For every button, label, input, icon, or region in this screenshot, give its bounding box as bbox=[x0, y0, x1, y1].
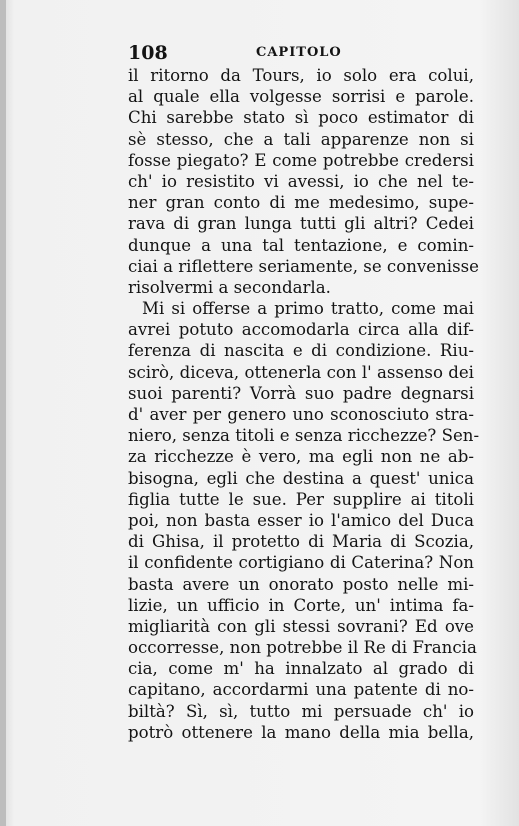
text-line: il ritorno da Tours, io solo era colui, bbox=[128, 66, 474, 85]
text-line: figlia tutte le sue. Per supplire ai titoli bbox=[128, 489, 474, 509]
text-line: al quale ella volgesse sorrisi e parole. bbox=[128, 87, 474, 107]
text-line: risolvermi a secondarla. bbox=[128, 277, 331, 297]
running-head: CAPITOLO bbox=[256, 45, 342, 60]
text-block bbox=[128, 41, 480, 743]
text-line: poi, non basta esser io l'amico del Duca bbox=[128, 510, 474, 530]
text-line: migliarità con gli stessi sovrani? Ed ove bbox=[128, 616, 474, 636]
text-line: scirò, diceva, ottenerla con l' assenso dei bbox=[128, 362, 474, 382]
page-header bbox=[128, 41, 474, 65]
text-line: ciai a riflettere seriamente, se convenisse bbox=[128, 256, 479, 276]
paragraph-start-line: Mi si offerse a primo tratto, come mai bbox=[142, 299, 474, 319]
text-line: lizie, un ufficio in Corte, un' intima fa- bbox=[128, 595, 474, 615]
text-line: sè stesso, che a tali apparenze non si bbox=[128, 129, 474, 149]
text-line: ner gran conto di me medesimo, supe- bbox=[128, 193, 474, 213]
text-line: fosse piegato? E come potrebbe credersi bbox=[128, 150, 474, 170]
text-line: niero, senza titoli e senza ricchezze? Sen- bbox=[128, 426, 480, 446]
text-line: ferenza di nascita e di condizione. Riu- bbox=[128, 341, 474, 361]
text-line: potrò ottenere la mano della mia bella, bbox=[128, 722, 474, 742]
text-line: rava di gran lunga tutti gli altri? Cedei bbox=[128, 214, 474, 234]
text-line: basta avere un onorato posto nelle mi- bbox=[128, 574, 474, 594]
text-line: il confidente cortigiano di Caterina? Non bbox=[128, 553, 474, 573]
text-line: capitano, accordarmi una patente di no- bbox=[128, 680, 474, 700]
text-line: d' aver per genero uno sconosciuto stra- bbox=[128, 405, 474, 424]
text-line: ch' io resistito vi avessi, io che nel te- bbox=[128, 171, 474, 191]
text-line: bisogna, egli che destina a quest' unica bbox=[128, 468, 474, 488]
page-gutter-shadow bbox=[0, 0, 6, 826]
text-line: di Ghisa, il protetto di Maria di Scozia, bbox=[128, 532, 474, 552]
page-number: 108 bbox=[128, 42, 168, 64]
text-line: Chi sarebbe stato sì poco estimator di bbox=[128, 108, 474, 128]
text-line: suoi parenti? Vorrà suo padre degnarsi bbox=[128, 383, 474, 403]
text-line: za ricchezze è vero, ma egli non ne ab- bbox=[128, 447, 474, 467]
text-line: cia, come m' ha innalzato al grado di bbox=[128, 659, 474, 679]
text-line: dunque a una tal tentazione, e comin- bbox=[128, 235, 474, 255]
text-line: occorresse, non potrebbe il Re di Francia bbox=[128, 638, 477, 658]
text-line: avrei potuto accomodarla circa alla dif- bbox=[128, 320, 474, 340]
text-line: biltà? Sì, sì, tutto mi persuade ch' io bbox=[128, 701, 474, 721]
